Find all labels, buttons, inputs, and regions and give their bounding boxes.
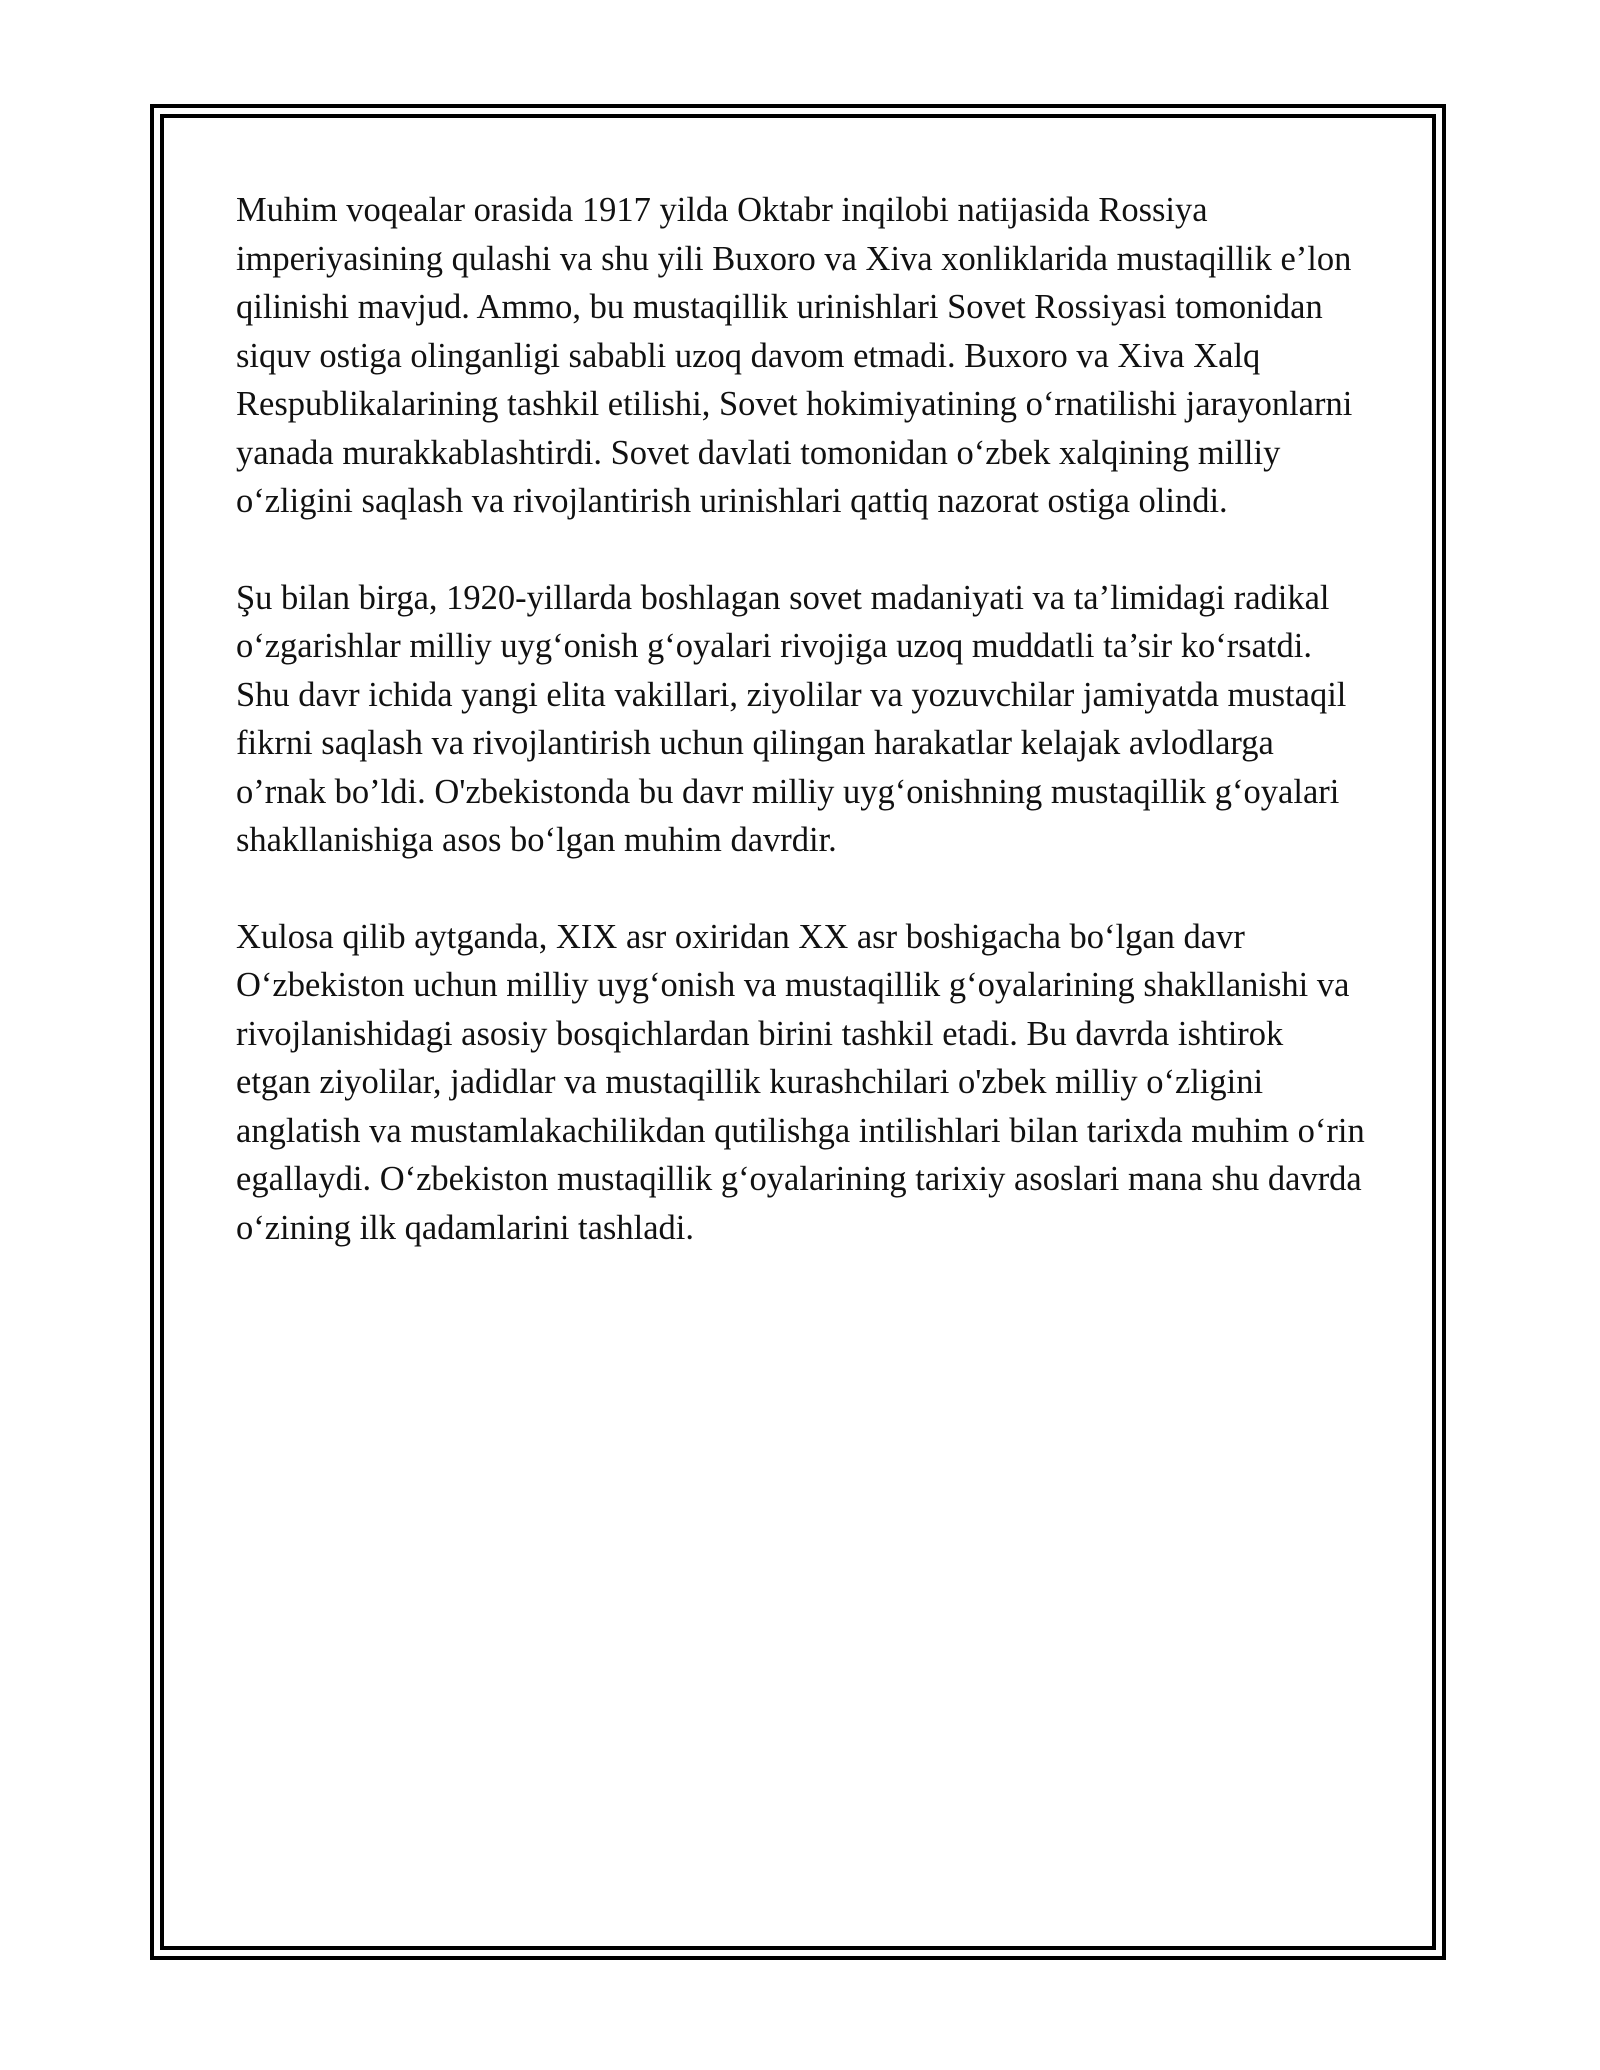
paragraph-3: Xulosa qilib aytganda, XIX asr oxiridan XX asr boshigacha bo‘lgan davr O‘zbekiston uchun milliy uyg‘onish va mustaqillik g‘oyalarining shakllanishi va rivojlanishidagi asosiy bosqichlardan birini tashkil etadi. Bu davrda ishtirok etgan ziyolilar, jadidlar va mustaqillik kurashchilari o'zbek milliy o‘zligini anglatish va mustamlakachilikdan qutilishga intilishlari bilan tarixda muhim o‘rin egallaydi. O‘zbekiston mustaqillik g‘oyalarining tarixiy asoslari mana shu davrda o‘zining ilk qadamlarini tashladi. bbox=[236, 917, 1365, 1247]
page-content bbox=[236, 186, 1366, 1300]
paragraph-2: Şu bilan birga, 1920-yillarda boshlagan sovet madaniyati va ta’limidagi radikal o‘zgarishlar milliy uyg‘onish g‘oyalari rivojiga uzoq muddatli ta’sir ko‘rsatdi. Shu davr ichida yangi elita vakillari, ziyolilar va yozuvchilar jamiyatda mustaqil fikrni saqlash va rivojlantirish uchun qilingan harakatlar kelajak avlodlarga o’rnak bo’ldi. O'zbekistonda bu davr milliy uyg‘onishning mustaqillik g‘oyalari shakllanishiga asos bo‘lgan muhim davrdir. bbox=[236, 578, 1347, 859]
paragraph-1: Muhim voqealar orasida 1917 yilda Oktabr inqilobi natijasida Rossiya imperiyasining qulashi va shu yili Buxoro va Xiva xonliklarida mustaqillik e’lon qilinishi mavjud. Ammo, bu mustaqillik urinishlari Sovet Rossiyasi tomonidan siquv ostiga olinganligi sababli uzoq davom etmadi. Buxoro va Xiva Xalq Respublikalarining tashkil etilishi, Sovet hokimiyatining o‘rnatilishi jarayonlarni yanada murakkablashtirdi. Sovet davlati tomonidan o‘zbek xalqining milliy o‘zligini saqlash va rivojlantirish urinishlari qattiq nazorat ostiga olindi. bbox=[236, 191, 1353, 520]
